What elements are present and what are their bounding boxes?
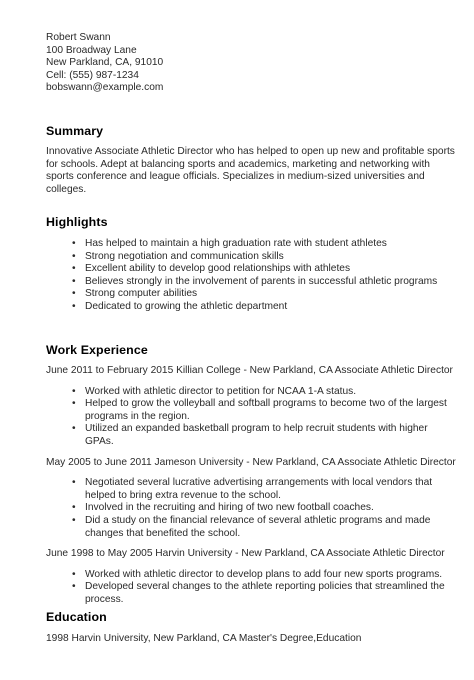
bullet-icon: • xyxy=(72,300,76,312)
bullet-icon: • xyxy=(72,423,76,435)
list-item: • Has helped to maintain a high graduation rate with student athletes xyxy=(72,238,387,249)
education-heading: Education xyxy=(46,610,107,624)
highlights-list xyxy=(46,238,456,314)
experience-section xyxy=(46,365,456,615)
education-line: 1998 Harvin University, New Parkland, CA Master's Degree,Education xyxy=(46,633,362,644)
list-item: • Strong computer abilities xyxy=(72,288,198,300)
list-item: • Did a study on the financial relevance of several athletic programs and made changes that benefited the school. xyxy=(72,514,431,539)
list-item: • Believes strongly in the involvement of parents in successful athletic programs xyxy=(72,275,438,287)
bullet-icon: • xyxy=(72,502,76,514)
contact-block xyxy=(46,32,163,95)
job-header: May 2005 to June 2011 Jameson University - New Parkland, CA Associate Athletic Director xyxy=(46,456,456,468)
list-item: • Utilized an expanded basketball program to help recruit students with higher GPAs. xyxy=(72,423,428,447)
list-item: • Worked with athletic director to develop plans to add four new sports programs. xyxy=(72,568,443,580)
list-item: • Worked with athletic director to petition for NCAA 1-A status. xyxy=(72,385,357,397)
job-duties-list xyxy=(46,569,456,607)
bullet-icon: • xyxy=(72,581,76,593)
job-entry xyxy=(46,457,456,541)
bullet-icon: • xyxy=(72,514,76,526)
job-header: June 2011 to February 2015 Killian College - New Parkland, CA Associate Athletic Director xyxy=(46,365,453,376)
contact-city: New Parkland, CA, 91010 xyxy=(46,57,164,69)
contact-email: bobswann@example.com xyxy=(46,82,164,94)
contact-phone: Cell: (555) 987-1234 xyxy=(46,69,139,81)
list-item: • Negotiated several lucrative advertising arrangements with local vendors that helped to bring extra revenue to the school. xyxy=(72,477,433,501)
list-item: • Dedicated to growing the athletic department xyxy=(72,300,288,312)
bullet-icon: • xyxy=(72,477,76,489)
bullet-icon: • xyxy=(72,288,76,300)
summary-heading: Summary xyxy=(46,124,104,138)
job-header: June 1998 to May 2005 Harvin University - New Parkland, CA Associate Athletic Director xyxy=(46,548,445,560)
job-duties-list xyxy=(46,386,456,449)
list-item: • Strong negotiation and communication skills xyxy=(72,250,284,262)
bullet-icon: • xyxy=(72,398,76,410)
contact-street: 100 Broadway Lane xyxy=(46,44,137,56)
highlights-section xyxy=(46,238,456,314)
job-duties-list xyxy=(46,477,456,540)
job-entry xyxy=(46,548,456,606)
summary-text: Innovative Associate Athletic Director who has helped to open up new and profitable sports for schools. Adept at balancing sports and academics, marketing and networking with sports conference and league officials. Specializes in medium-sized universities and colleges. xyxy=(46,146,455,195)
highlights-heading: Highlights xyxy=(46,215,108,229)
bullet-icon: • xyxy=(72,568,76,580)
list-item: • Excellent ability to develop good relationships with athletes xyxy=(72,263,351,275)
bullet-icon: • xyxy=(72,250,76,262)
bullet-icon: • xyxy=(72,238,76,249)
job-entry xyxy=(46,365,456,449)
experience-heading: Work Experience xyxy=(46,343,148,357)
list-item: • Helped to grow the volleyball and softball programs to become two of the largest programs in the region. xyxy=(72,398,447,422)
bullet-icon: • xyxy=(72,263,76,275)
list-item: • Involved in the recruiting and hiring of two new football coaches. xyxy=(72,502,374,514)
contact-name: Robert Swann xyxy=(46,32,111,43)
bullet-icon: • xyxy=(72,275,76,287)
bullet-icon: • xyxy=(72,385,76,397)
list-item: • Developed several changes to the athlete reporting policies that streamlined the process. xyxy=(72,581,445,605)
